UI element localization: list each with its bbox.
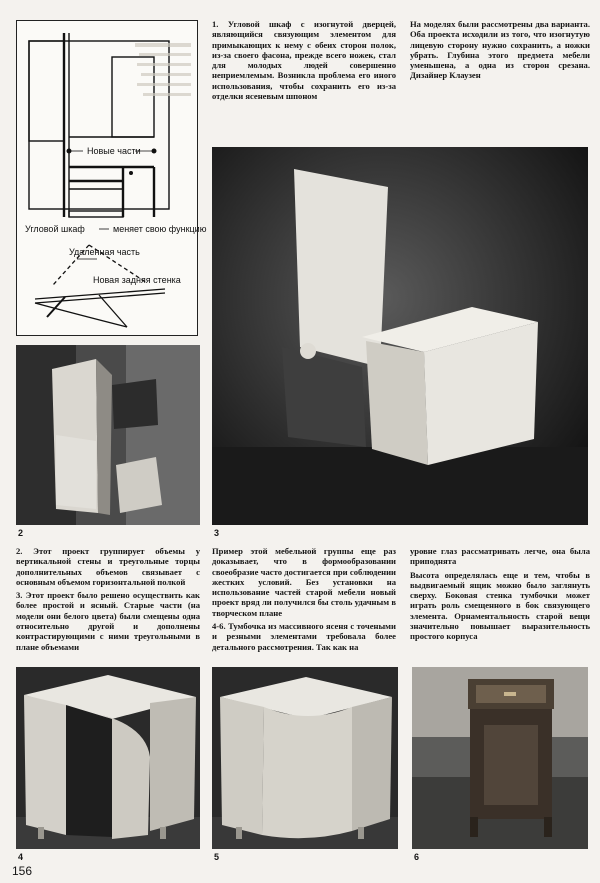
top-text-column-2	[410, 19, 590, 84]
caption-photo-2: 2	[18, 528, 24, 538]
label-removed-part: Удаленная часть	[69, 247, 140, 257]
corner-cabinet-diagram	[16, 20, 207, 336]
photo-2-model	[16, 345, 200, 525]
cabinet-plan-drawing	[35, 245, 165, 327]
paragraph-height: Высота определялась еще и тем, чтобы в выдвигаемый ящик можно было заглянуть сверху. Боковая стенка тумбочки может играть роль смещенного в бок связующего элемента. Орнаментальность старой вещи значительно повышает выразительность простого корпуса	[410, 569, 590, 642]
paragraph-variants: На моделях были рассмотрены два варианта. Оба проекта исходили из того, что изогнутую лицевую сторону нужно сохранить, а ножки убрать. Глубина этого предмета мебели уменьшена, а одна из сторон срезана. Дизайнер Клаузен	[410, 19, 590, 81]
caption-photo-4: 4	[18, 852, 24, 862]
photo-3-model	[212, 147, 588, 525]
middle-text-column-3	[410, 546, 590, 645]
paragraph-raised: уровне глаз рассматривать легче, она была приподнята	[410, 546, 590, 567]
caption-photo-5: 5	[214, 852, 220, 862]
middle-text-column-1	[16, 546, 200, 655]
photo-5-cabinet-closed	[212, 667, 398, 849]
background-scribble	[135, 43, 191, 96]
paragraph-intro: 1. Угловой шкаф с изогнутой дверцей, являющийся связующим элементом для примыкающих к нему с обеих сторон полок, из-за своего фасона, прежде всего ножек, стал для молодых людей совершенно неприемлемым. Возникла проблема его иного использования, чтобы сохранить его из-за отделки ясеневым шпоном	[212, 19, 396, 102]
label-changes-function: меняет свою функцию	[113, 224, 207, 234]
paragraph-example: Пример этой мебельной группы еще раз доказывает, что в формообразовании своеобразие часто достигается при соблюдении жестких условий. Без установки на использование частей старой мебели новый проект вряд ли получился бы столь удачным в творческом плане	[212, 546, 396, 618]
cabinet-elevation-drawing	[29, 33, 169, 217]
photo-6-nightstand	[412, 667, 588, 849]
label-corner-cabinet: Угловой шкаф	[25, 224, 85, 234]
paragraph-project-3: 3. Этот проект было решено осуществить как более простой и ясный. Старые части (на модели они белого цвета) были смещены одна относительно другой и дополнены контрастирующими с ними треугольными в плане объемами	[16, 590, 200, 652]
middle-text-column-2	[212, 546, 396, 655]
page-number: 156	[12, 864, 33, 878]
photo-4-cabinet-open	[16, 667, 200, 849]
curved-front	[262, 707, 352, 838]
paragraph-nightstand: 4-6. Тумбочка из массивного ясеня с точеными и резными элементами требовала более детального рассмотрения. Так как на	[212, 621, 396, 652]
paragraph-project-2: 2. Этот проект группирует объемы у вертикальной стены и треугольные торцы дополнительных объемов связывает с основным объемом горизонтальной полкой	[16, 546, 200, 587]
label-new-back-wall: Новая задняя стенка	[93, 275, 181, 285]
caption-photo-3: 3	[214, 528, 220, 538]
caption-photo-6: 6	[414, 852, 420, 862]
top-text-column-1	[212, 19, 396, 104]
label-new-parts: Новые части	[87, 146, 141, 156]
